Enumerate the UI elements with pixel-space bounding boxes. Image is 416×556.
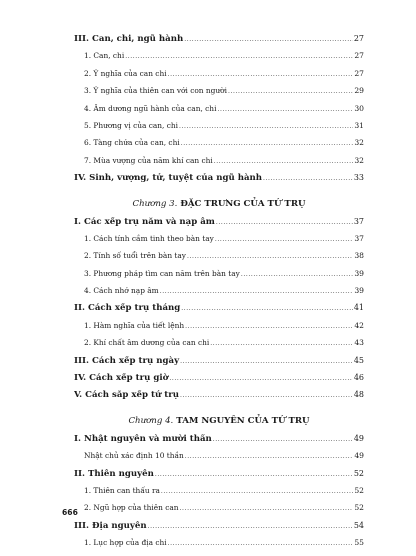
- toc-entry-title: 4. Âm dương ngũ hành của can, chi: [84, 103, 217, 113]
- toc-entry-page: 49: [353, 433, 364, 443]
- toc-entry-page: 48: [353, 390, 364, 400]
- dot-leader: [181, 305, 353, 312]
- toc-entry-title: 1. Lục hợp của địa chi: [84, 538, 167, 548]
- dot-leader: [184, 36, 353, 43]
- toc-entry-title: 2. Khí chất âm dương của can chi: [84, 338, 210, 348]
- dot-leader: [210, 340, 353, 347]
- toc-entry-page: 39: [354, 286, 364, 296]
- toc-entry-title: III. Cách xếp trụ ngày: [74, 355, 180, 366]
- toc-entry-page: 27: [353, 34, 364, 43]
- dot-leader: [125, 53, 353, 60]
- page-number: 666: [62, 508, 78, 517]
- dot-leader: [180, 358, 353, 365]
- toc-entry-title: IV. Cách xếp trụ giờ: [74, 373, 169, 384]
- toc-entry-page: 38: [354, 251, 364, 261]
- toc-entry-title: 7. Mùa vượng của năm khí can chi: [84, 155, 213, 165]
- toc-subsection-entry: [74, 269, 364, 286]
- dot-leader: [187, 253, 353, 260]
- dot-leader: [185, 453, 354, 460]
- toc-section-entry: [74, 434, 364, 451]
- toc-entry-page: 43: [354, 338, 364, 348]
- toc-subsection-entry: [74, 451, 364, 468]
- dot-leader: [228, 88, 353, 95]
- chapter-title: ĐẶC TRƯNG CỦA TỨ TRỤ: [180, 198, 306, 209]
- toc-subsection-entry: [74, 121, 364, 138]
- toc-section-entry: [74, 173, 364, 190]
- toc-entry-page: 45: [353, 355, 364, 365]
- toc-subsection-entry: [74, 338, 364, 355]
- toc-entry-page: 33: [353, 173, 364, 183]
- dot-leader: [217, 106, 353, 113]
- toc-entry-title: 4. Cách nhớ nạp âm: [84, 286, 159, 296]
- toc-subsection-entry: [74, 251, 364, 268]
- toc-subsection-entry: [74, 138, 364, 155]
- toc-subsection-entry: [74, 321, 364, 338]
- toc-entry-page: 27: [354, 68, 364, 78]
- toc-section-entry: [74, 303, 364, 320]
- dot-leader: [215, 236, 353, 243]
- dot-leader: [161, 488, 353, 495]
- toc-entry-title: II. Cách xếp trụ tháng: [74, 303, 181, 314]
- toc-entry-title: IV. Sinh, vượng, tử, tuyệt của ngũ hành: [74, 173, 263, 184]
- toc-entry-title: 1. Thiên can thấu ra: [84, 485, 160, 495]
- toc-subsection-entry: [74, 104, 364, 121]
- toc-entry-page: 27: [354, 51, 364, 61]
- dot-leader: [169, 375, 352, 382]
- dot-leader: [180, 392, 353, 399]
- toc-entry-page: 37: [354, 233, 364, 243]
- toc-section-entry: [74, 521, 364, 538]
- toc-subsection-entry: [74, 503, 364, 520]
- toc-entry-title: 5. Phương vị của can, chi: [84, 120, 178, 130]
- dot-leader: [179, 123, 353, 130]
- toc-section-entry: [74, 356, 364, 373]
- toc-entry-title: II. Thiên nguyên: [74, 468, 154, 479]
- toc-entry-page: 55: [354, 538, 364, 548]
- toc-entry-title: Nhật chủ xác định 10 thần: [84, 451, 184, 461]
- toc-entry-title: 2. Ngũ hợp của thiên can: [84, 503, 179, 513]
- chapter-heading: [74, 408, 364, 434]
- toc-section-entry: [74, 373, 364, 390]
- chapter-label: Chương 4.: [128, 415, 174, 426]
- toc-entry-page: 32: [354, 155, 364, 165]
- toc-entry-page: 37: [353, 216, 364, 226]
- toc-entry-title: III. Địa nguyên: [74, 520, 147, 531]
- toc-section-entry: [74, 217, 364, 234]
- dot-leader: [155, 471, 353, 478]
- toc-entry-page: 54: [353, 520, 364, 530]
- toc-entry-title: V. Cách sắp xếp tứ trụ: [74, 390, 179, 401]
- chapter-title: TAM NGUYÊN CỦA TỨ TRỤ: [176, 415, 310, 426]
- toc-subsection-entry: [74, 234, 364, 251]
- dot-leader: [148, 523, 353, 530]
- toc-entry-title: 2. Tính số tuổi trên bàn tay: [84, 251, 186, 261]
- toc-entry-page: 42: [354, 320, 364, 330]
- toc-entry-page: 46: [353, 373, 364, 383]
- toc-entry-page: 41: [353, 303, 364, 313]
- toc-section-entry: [74, 469, 364, 486]
- toc-entry-page: 49: [354, 451, 364, 461]
- toc-entry-title: I. Các xếp trụ năm và nạp âm: [74, 216, 215, 227]
- toc-subsection-entry: [74, 69, 364, 86]
- toc-subsection-entry: [74, 286, 364, 303]
- toc-entry-title: 1. Cách tính cầm tinh theo bàn tay: [84, 233, 214, 243]
- dot-leader: [185, 323, 353, 330]
- toc-subsection-entry: [74, 51, 364, 68]
- toc-entry-title: 6. Tàng chứa của can, chi: [84, 138, 180, 148]
- toc-entry-page: 39: [354, 268, 364, 278]
- toc-entry-title: 1. Can, chi: [84, 51, 125, 61]
- table-of-contents: [74, 34, 364, 556]
- toc-entry-title: 3. Phương pháp tìm can năm trên bàn tay: [84, 268, 240, 278]
- toc-entry-title: III. Can, chi, ngũ hành: [74, 34, 184, 44]
- dot-leader: [180, 505, 354, 512]
- dot-leader: [160, 288, 354, 295]
- toc-section-entry: [74, 390, 364, 407]
- toc-subsection-entry: [74, 538, 364, 555]
- dot-leader: [181, 140, 354, 147]
- dot-leader: [216, 219, 353, 226]
- toc-entry-page: 31: [354, 120, 364, 130]
- dot-leader: [263, 175, 353, 182]
- dot-leader: [168, 540, 354, 547]
- toc-entry-page: 32: [354, 138, 364, 148]
- toc-subsection-entry: [74, 156, 364, 173]
- dot-leader: [241, 271, 354, 278]
- chapter-heading: [74, 191, 364, 217]
- toc-entry-title: I. Nhật nguyên và mười thần: [74, 433, 212, 444]
- toc-entry-page: 52: [353, 468, 364, 478]
- toc-subsection-entry: [74, 86, 364, 103]
- toc-entry-page: 52: [354, 503, 364, 513]
- dot-leader: [213, 436, 353, 443]
- toc-entry-title: 3. Ý nghĩa của thiên can với con người: [84, 86, 227, 96]
- toc-entry-page: 30: [354, 103, 364, 113]
- toc-entry-title: 1. Hàm nghĩa của tiết lệnh: [84, 320, 185, 330]
- toc-section-entry: [74, 34, 364, 51]
- dot-leader: [214, 158, 354, 165]
- dot-leader: [168, 71, 354, 78]
- toc-entry-page: 52: [354, 485, 364, 495]
- toc-entry-title: 2. Ý nghĩa của can chi: [84, 68, 167, 78]
- chapter-label: Chương 3.: [132, 198, 178, 209]
- toc-subsection-entry: [74, 486, 364, 503]
- toc-entry-page: 29: [354, 86, 364, 96]
